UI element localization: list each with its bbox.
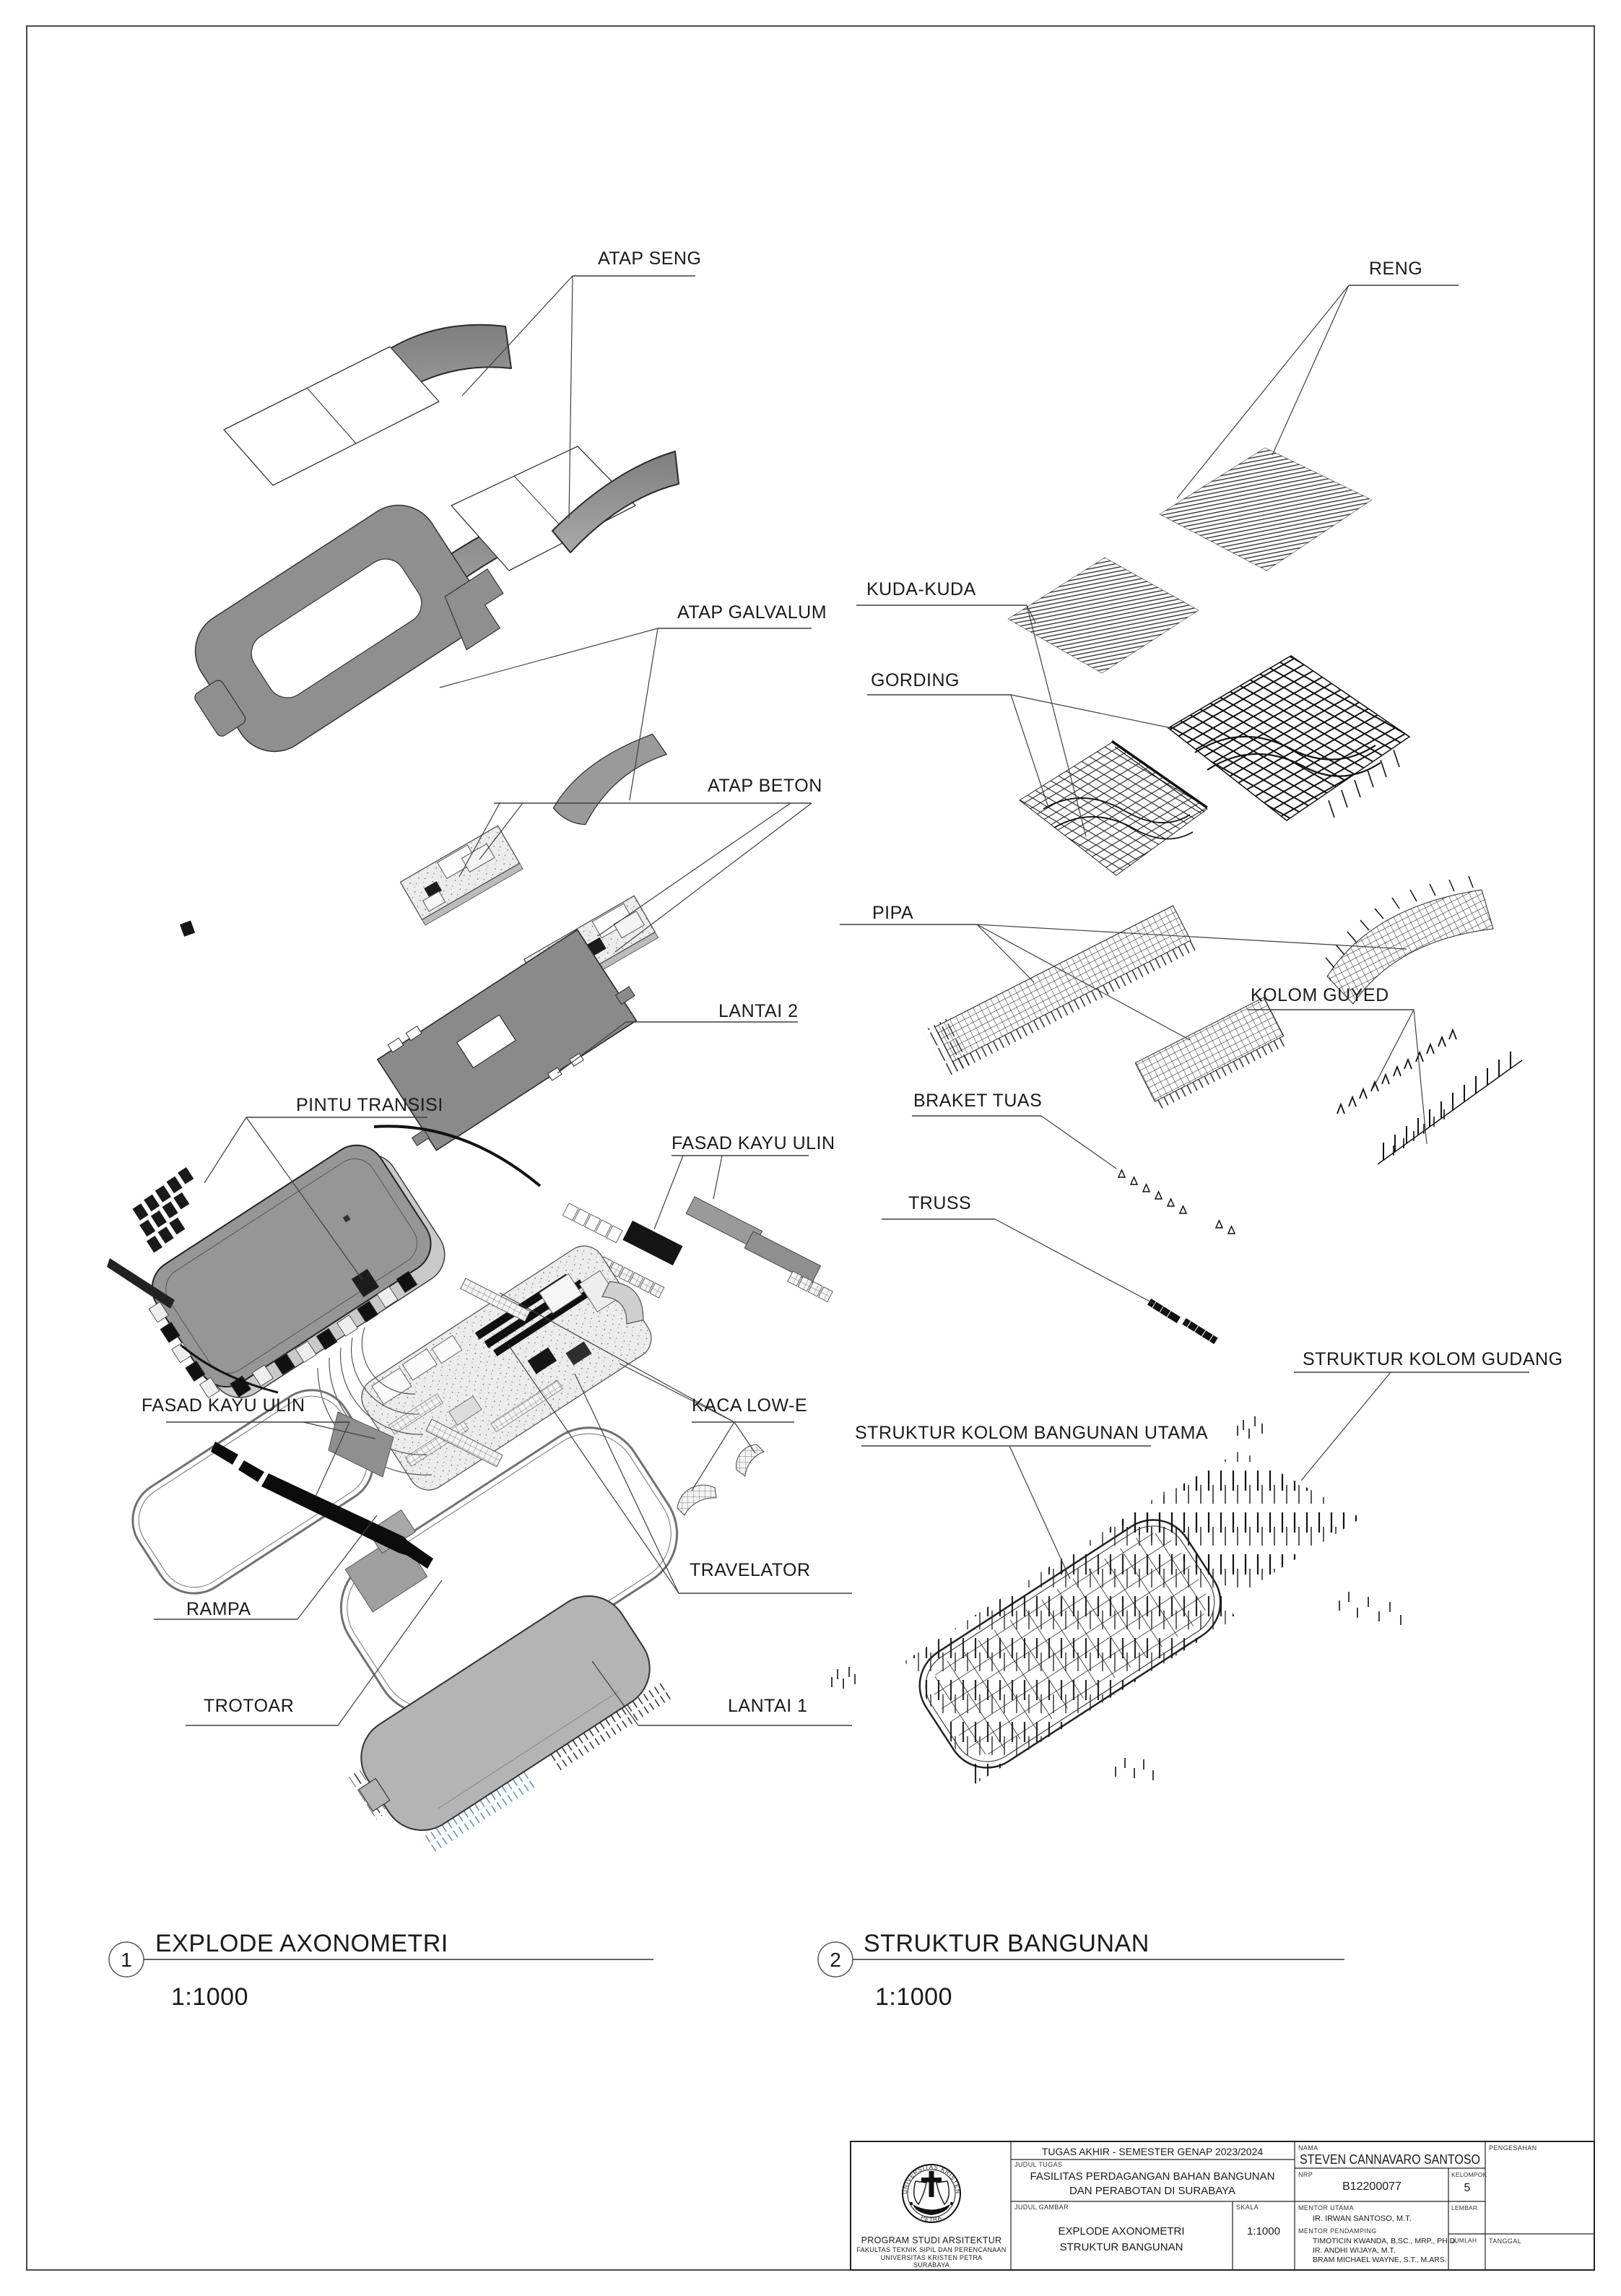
judul-tugas-label: JUDUL TUGAS <box>1014 2161 1063 2168</box>
kelompok-value: 5 <box>1464 2182 1471 2194</box>
view-scale-1: 1:1000 <box>171 1983 248 2011</box>
judul-gambar-line1: EXPLODE AXONOMETRI <box>1058 2225 1185 2237</box>
label-truss: TRUSS <box>908 1193 972 1213</box>
kolom-guyed-glyphs <box>1337 1030 1522 1164</box>
truss-bars <box>1147 1299 1218 1344</box>
struktur-utama-columns <box>905 1491 1235 1784</box>
reng-panel <box>1160 448 1372 571</box>
atap-galvalum-ring <box>163 478 518 789</box>
label-atap-galvalum: ATAP GALVALUM <box>677 602 827 623</box>
lantai-1-slab <box>334 1581 674 1869</box>
jumlah-label: JUMLAH <box>1451 2237 1477 2244</box>
kuda-kuda-panel <box>1008 558 1199 673</box>
label-pipa: PIPA <box>872 903 914 923</box>
label-underlines-right <box>840 285 1529 1446</box>
small-dark-block <box>180 921 195 937</box>
braket-tuas-glyphs <box>1118 1170 1235 1234</box>
institution-city: SURABAYA <box>913 2261 950 2269</box>
judul-gambar-line2: STRUKTUR BANGUNAN <box>1059 2241 1183 2253</box>
label-rampa: RAMPA <box>186 1599 251 1619</box>
nama-label: NAMA <box>1298 2144 1318 2152</box>
pengesahan-label: PENGESAHAN <box>1489 2144 1537 2152</box>
label-braket-tuas: BRAKET TUAS <box>913 1091 1043 1111</box>
atap-beton-slab-1 <box>400 826 523 925</box>
mentor-pendamping-3: BRAM MICHAEL WAYNE, S.T., M.ARS. <box>1313 2256 1447 2264</box>
leader-lines-right <box>977 285 1427 1579</box>
kelompok-label: KELOMPOK <box>1451 2171 1487 2178</box>
view-number-2: 2 <box>830 1949 841 1971</box>
mentor-utama-value: IR. IRWAN SANTOSO, M.T. <box>1313 2214 1412 2223</box>
label-travelator: TRAVELATOR <box>690 1560 811 1580</box>
label-fasad-kayu-ulin-right: FASAD KAYU ULIN <box>672 1133 835 1153</box>
label-kolom-guyed: KOLOM GUYED <box>1251 985 1389 1005</box>
struktur-bangunan-drawing <box>832 259 1563 1784</box>
nrp-label: NRP <box>1298 2171 1313 2178</box>
mentor-pendamping-1: TIMOTICIN KWANDA, B.SC., MRP., PH.D. <box>1313 2237 1458 2245</box>
fasad-kayu-strips-right <box>622 1197 820 1283</box>
label-kaca-low-e: KACA LOW-E <box>692 1395 808 1416</box>
label-pintu-transisi: PINTU TRANSISI <box>296 1095 443 1115</box>
mentor-pendamping-2: IR. ANDHI WIJAYA, M.T. <box>1313 2246 1396 2255</box>
judul-tugas-line2: DAN PERABOTAN DI SURABAYA <box>1069 2185 1236 2197</box>
skala-value: 1:1000 <box>1247 2225 1280 2237</box>
label-fasad-kayu-ulin-left: FASAD KAYU ULIN <box>142 1395 305 1416</box>
label-struktur-kolom-gudang: STRUKTUR KOLOM GUDANG <box>1303 1349 1563 1369</box>
curtain-panel-chain-1 <box>562 1203 622 1243</box>
explode-axonometri-drawing <box>107 248 852 1869</box>
kuda-kuda-truss-grid <box>1020 741 1207 875</box>
mentor-utama-label: MENTOR UTAMA <box>1298 2204 1354 2211</box>
atap-galvalum-piece <box>544 729 677 834</box>
tanggal-label: TANGGAL <box>1489 2237 1522 2245</box>
label-reng: RENG <box>1369 259 1423 279</box>
logo-text-bottom: PETRA <box>919 2214 944 2224</box>
institution-faculty: FAKULTAS TEKNIK SIPIL DAN PERENCANAAN <box>856 2246 1007 2253</box>
pipa-mesh-long <box>923 904 1196 1077</box>
label-lantai-1: LANTAI 1 <box>728 1696 808 1716</box>
semester-text: TUGAS AKHIR - SEMESTER GENAP 2023/2024 <box>1041 2146 1264 2157</box>
view-scale-2: 1:1000 <box>875 1983 952 2011</box>
nama-value: STEVEN CANNAVARO SANTOSO <box>1300 2152 1480 2167</box>
label-struktur-kolom-bangunan-utama: STRUKTUR KOLOM BANGUNAN UTAMA <box>855 1423 1209 1443</box>
nrp-value: B12200077 <box>1342 2180 1401 2193</box>
skala-label: SKALA <box>1236 2204 1259 2211</box>
judul-tugas-line1: FASILITAS PERDAGANGAN BAHAN BANGUNAN <box>1030 2170 1275 2183</box>
kaca-piece-2 <box>677 1485 716 1515</box>
view-title-2 <box>818 1930 1344 2011</box>
lembar-label: LEMBAR <box>1451 2204 1478 2211</box>
logo-text-top: UNIVERSITAS KRISTEN <box>901 2163 962 2195</box>
view-title-1-text: EXPLODE AXONOMETRI <box>155 1930 448 1957</box>
label-kuda-kuda: KUDA-KUDA <box>866 579 976 599</box>
judul-gambar-label: JUDUL GAMBAR <box>1014 2204 1069 2211</box>
mentor-pendamping-label: MENTOR PENDAMPING <box>1298 2227 1377 2235</box>
kaca-piece-1 <box>736 1444 764 1476</box>
label-atap-beton: ATAP BETON <box>708 776 822 796</box>
view-title-1 <box>109 1930 653 2011</box>
label-lantai-2: LANTAI 2 <box>718 1001 799 1021</box>
label-trotoar: TROTOAR <box>204 1696 295 1716</box>
gording-grid <box>1168 656 1409 820</box>
label-gording: GORDING <box>871 670 960 690</box>
view-number-1: 1 <box>121 1949 132 1971</box>
view-title-2-text: STRUKTUR BANGUNAN <box>864 1930 1150 1957</box>
label-atap-seng: ATAP SENG <box>598 248 702 269</box>
institution-program: PROGRAM STUDI ARSITEKTUR <box>861 2235 1002 2245</box>
title-block <box>851 2141 1594 2270</box>
atap-seng-white-panel-1 <box>224 347 439 485</box>
pipa-mesh-small <box>1135 997 1287 1110</box>
institution-university: UNIVERSITAS KRISTEN PETRA <box>880 2254 983 2261</box>
